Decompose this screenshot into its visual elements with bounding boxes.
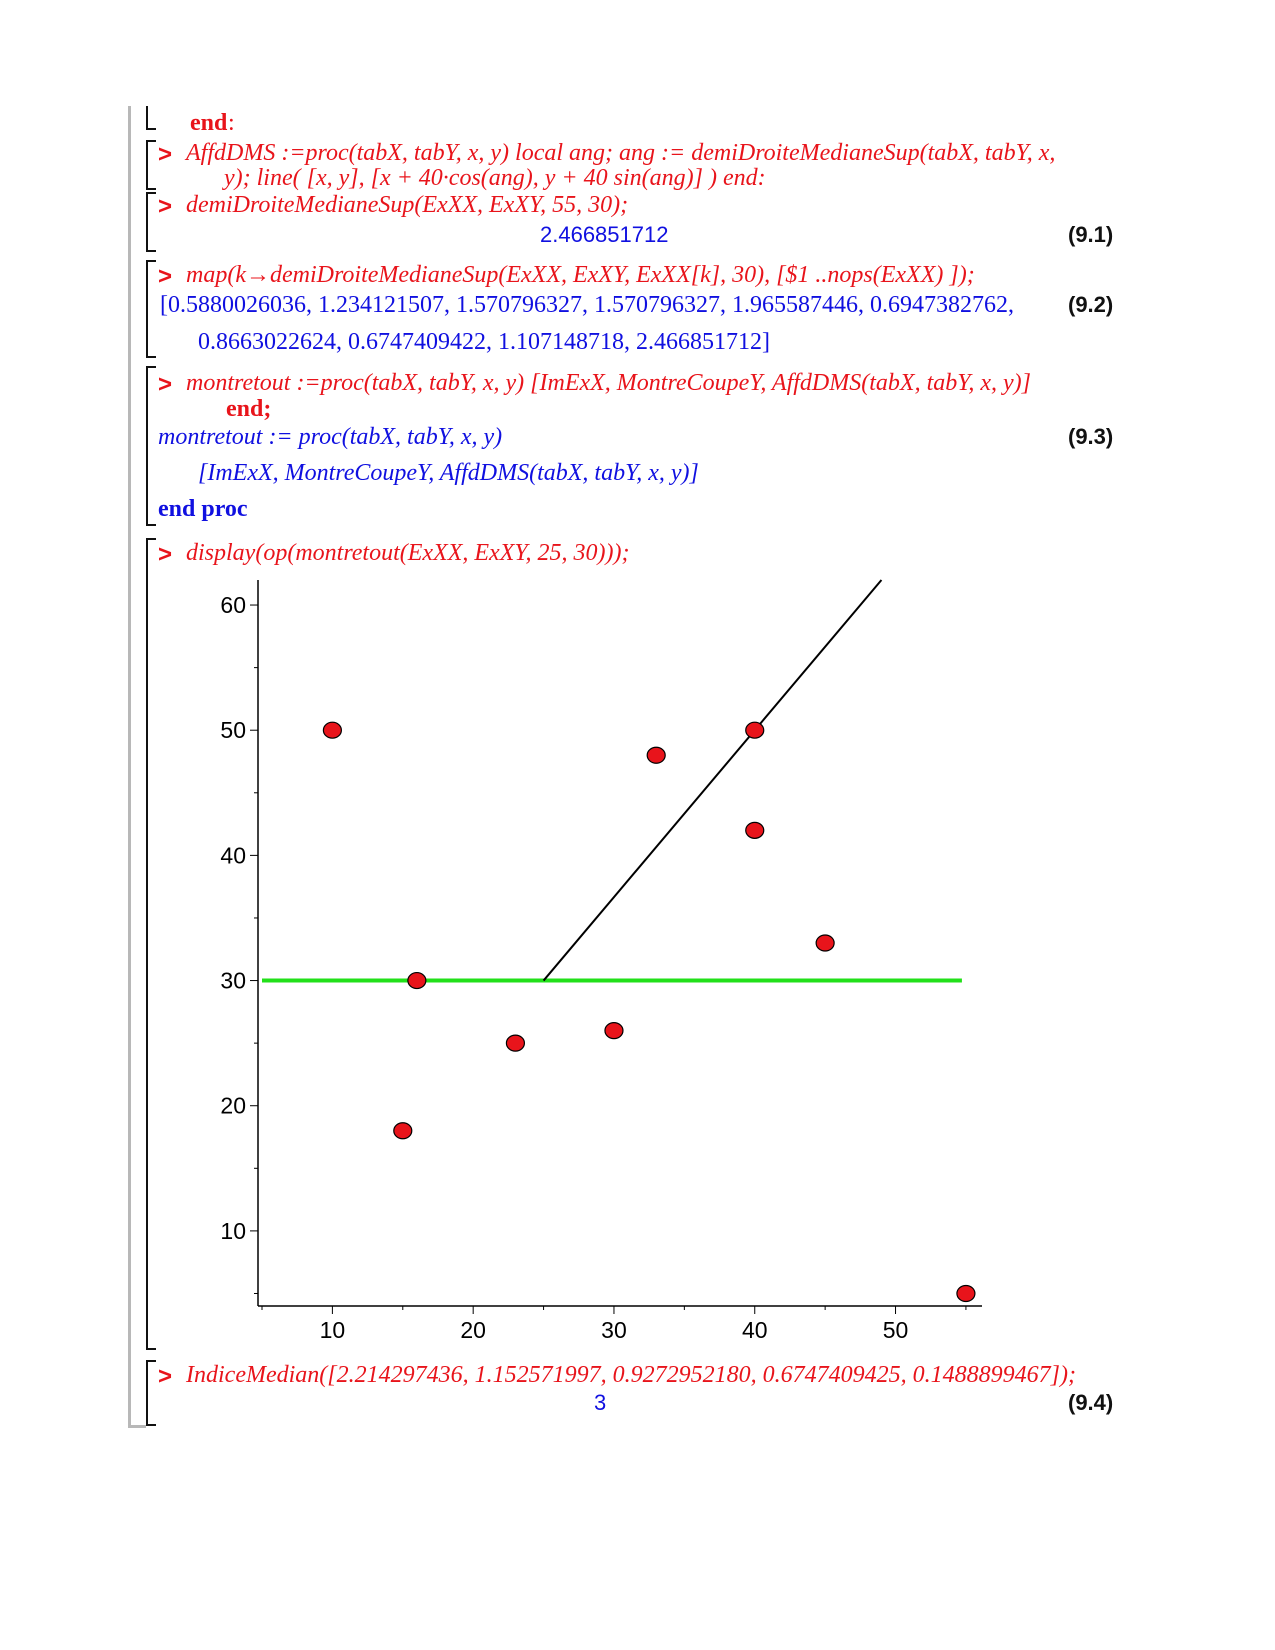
x-tick-label: 50 <box>882 1317 909 1343</box>
group-bracket <box>146 140 148 190</box>
input-montretout-line1[interactable]: montretout :=proc(tabX, tabY, x, y) [ImExX, MontreCoupeY, AffdDMS(tabX, tabY, x, y)] <box>186 370 1032 396</box>
output-list-line2: 0.8663022624, 0.6747409422, 1.107148718, 2.466851712] <box>198 329 770 355</box>
input-affddms-line1[interactable]: AffdDMS :=proc(tabX, tabY, x, y) local ang; ang := demiDroiteMedianeSup(tabX, tabY, x, <box>186 140 1056 166</box>
x-tick-label: 40 <box>741 1317 768 1343</box>
group-bracket <box>146 192 148 252</box>
output-proc-header: montretout := proc(tabX, tabY, x, y) <box>158 424 503 450</box>
equation-label: (9.1) <box>1068 222 1114 247</box>
input-affddms-line2[interactable]: y); line( [x, y], [x + 40·cos(ang), y + 40 sin(ang)] ) end: <box>224 165 766 191</box>
y-tick-label: 40 <box>220 842 246 869</box>
input-demidroite[interactable]: demiDroiteMedianeSup(ExXX, ExXY, 55, 30); <box>186 192 629 218</box>
y-tick-label: 50 <box>220 717 246 744</box>
output-value: 2.466851712 <box>540 222 669 247</box>
x-tick-label: 20 <box>460 1317 486 1343</box>
end-colon: : <box>228 110 235 136</box>
y-tick-label: 20 <box>220 1092 246 1119</box>
input-prompt: > <box>158 371 173 398</box>
y-tick-label: 30 <box>220 967 246 994</box>
output-value: 3 <box>594 1390 607 1415</box>
group-bracket <box>146 260 148 358</box>
worksheet-gutter-foot <box>128 1425 146 1428</box>
input-indicemedian[interactable]: IndiceMedian([2.214297436, 1.152571997, 0.9272952180, 0.6747409425, 0.1488899467]); <box>186 1362 1076 1388</box>
data-point <box>605 1023 623 1039</box>
output-list-line1: [0.5880026036, 1.234121507, 1.570796327, 1.570796327, 1.965587446, 0.6947382762, <box>160 292 1014 318</box>
data-point <box>506 1035 524 1051</box>
input-prompt: > <box>158 193 173 220</box>
output-proc-end: end proc <box>158 496 248 522</box>
group-bracket <box>146 366 148 526</box>
data-point <box>957 1285 975 1301</box>
end-keyword: end <box>190 110 228 136</box>
y-tick-label: 10 <box>220 1217 246 1244</box>
group-bracket <box>146 106 148 130</box>
data-point <box>746 722 764 738</box>
data-point <box>647 747 665 763</box>
y-tick-label: 60 <box>220 592 246 619</box>
input-display[interactable]: display(op(montretout(ExXX, ExXY, 25, 30))); <box>186 540 630 566</box>
worksheet-gutter <box>128 106 131 1428</box>
x-tick-label: 30 <box>601 1317 627 1343</box>
output-proc-body: [ImExX, MontreCoupeY, AffdDMS(tabX, tabY, x, y)] <box>198 460 699 486</box>
group-bracket <box>146 538 148 1350</box>
data-point <box>394 1123 412 1139</box>
input-map[interactable]: map(k→demiDroiteMedianeSup(ExXX, ExXY, ExXX[k], 30), [$1 ..nops(ExXX) ]); <box>186 262 975 288</box>
input-prompt: > <box>158 541 173 568</box>
input-prompt: > <box>158 1363 173 1390</box>
data-point <box>323 722 341 738</box>
half-line-ray <box>544 580 882 981</box>
data-point <box>408 973 426 989</box>
equation-label: (9.2) <box>1068 292 1114 317</box>
input-montretout-line2[interactable]: end; <box>226 396 272 422</box>
input-prompt: > <box>158 141 173 168</box>
equation-label: (9.3) <box>1068 424 1114 449</box>
equation-label: (9.4) <box>1068 1390 1114 1415</box>
input-prompt: > <box>158 263 173 290</box>
data-point <box>816 935 834 951</box>
group-bracket <box>146 1360 148 1426</box>
x-tick-label: 10 <box>319 1317 346 1343</box>
data-point <box>746 822 764 838</box>
